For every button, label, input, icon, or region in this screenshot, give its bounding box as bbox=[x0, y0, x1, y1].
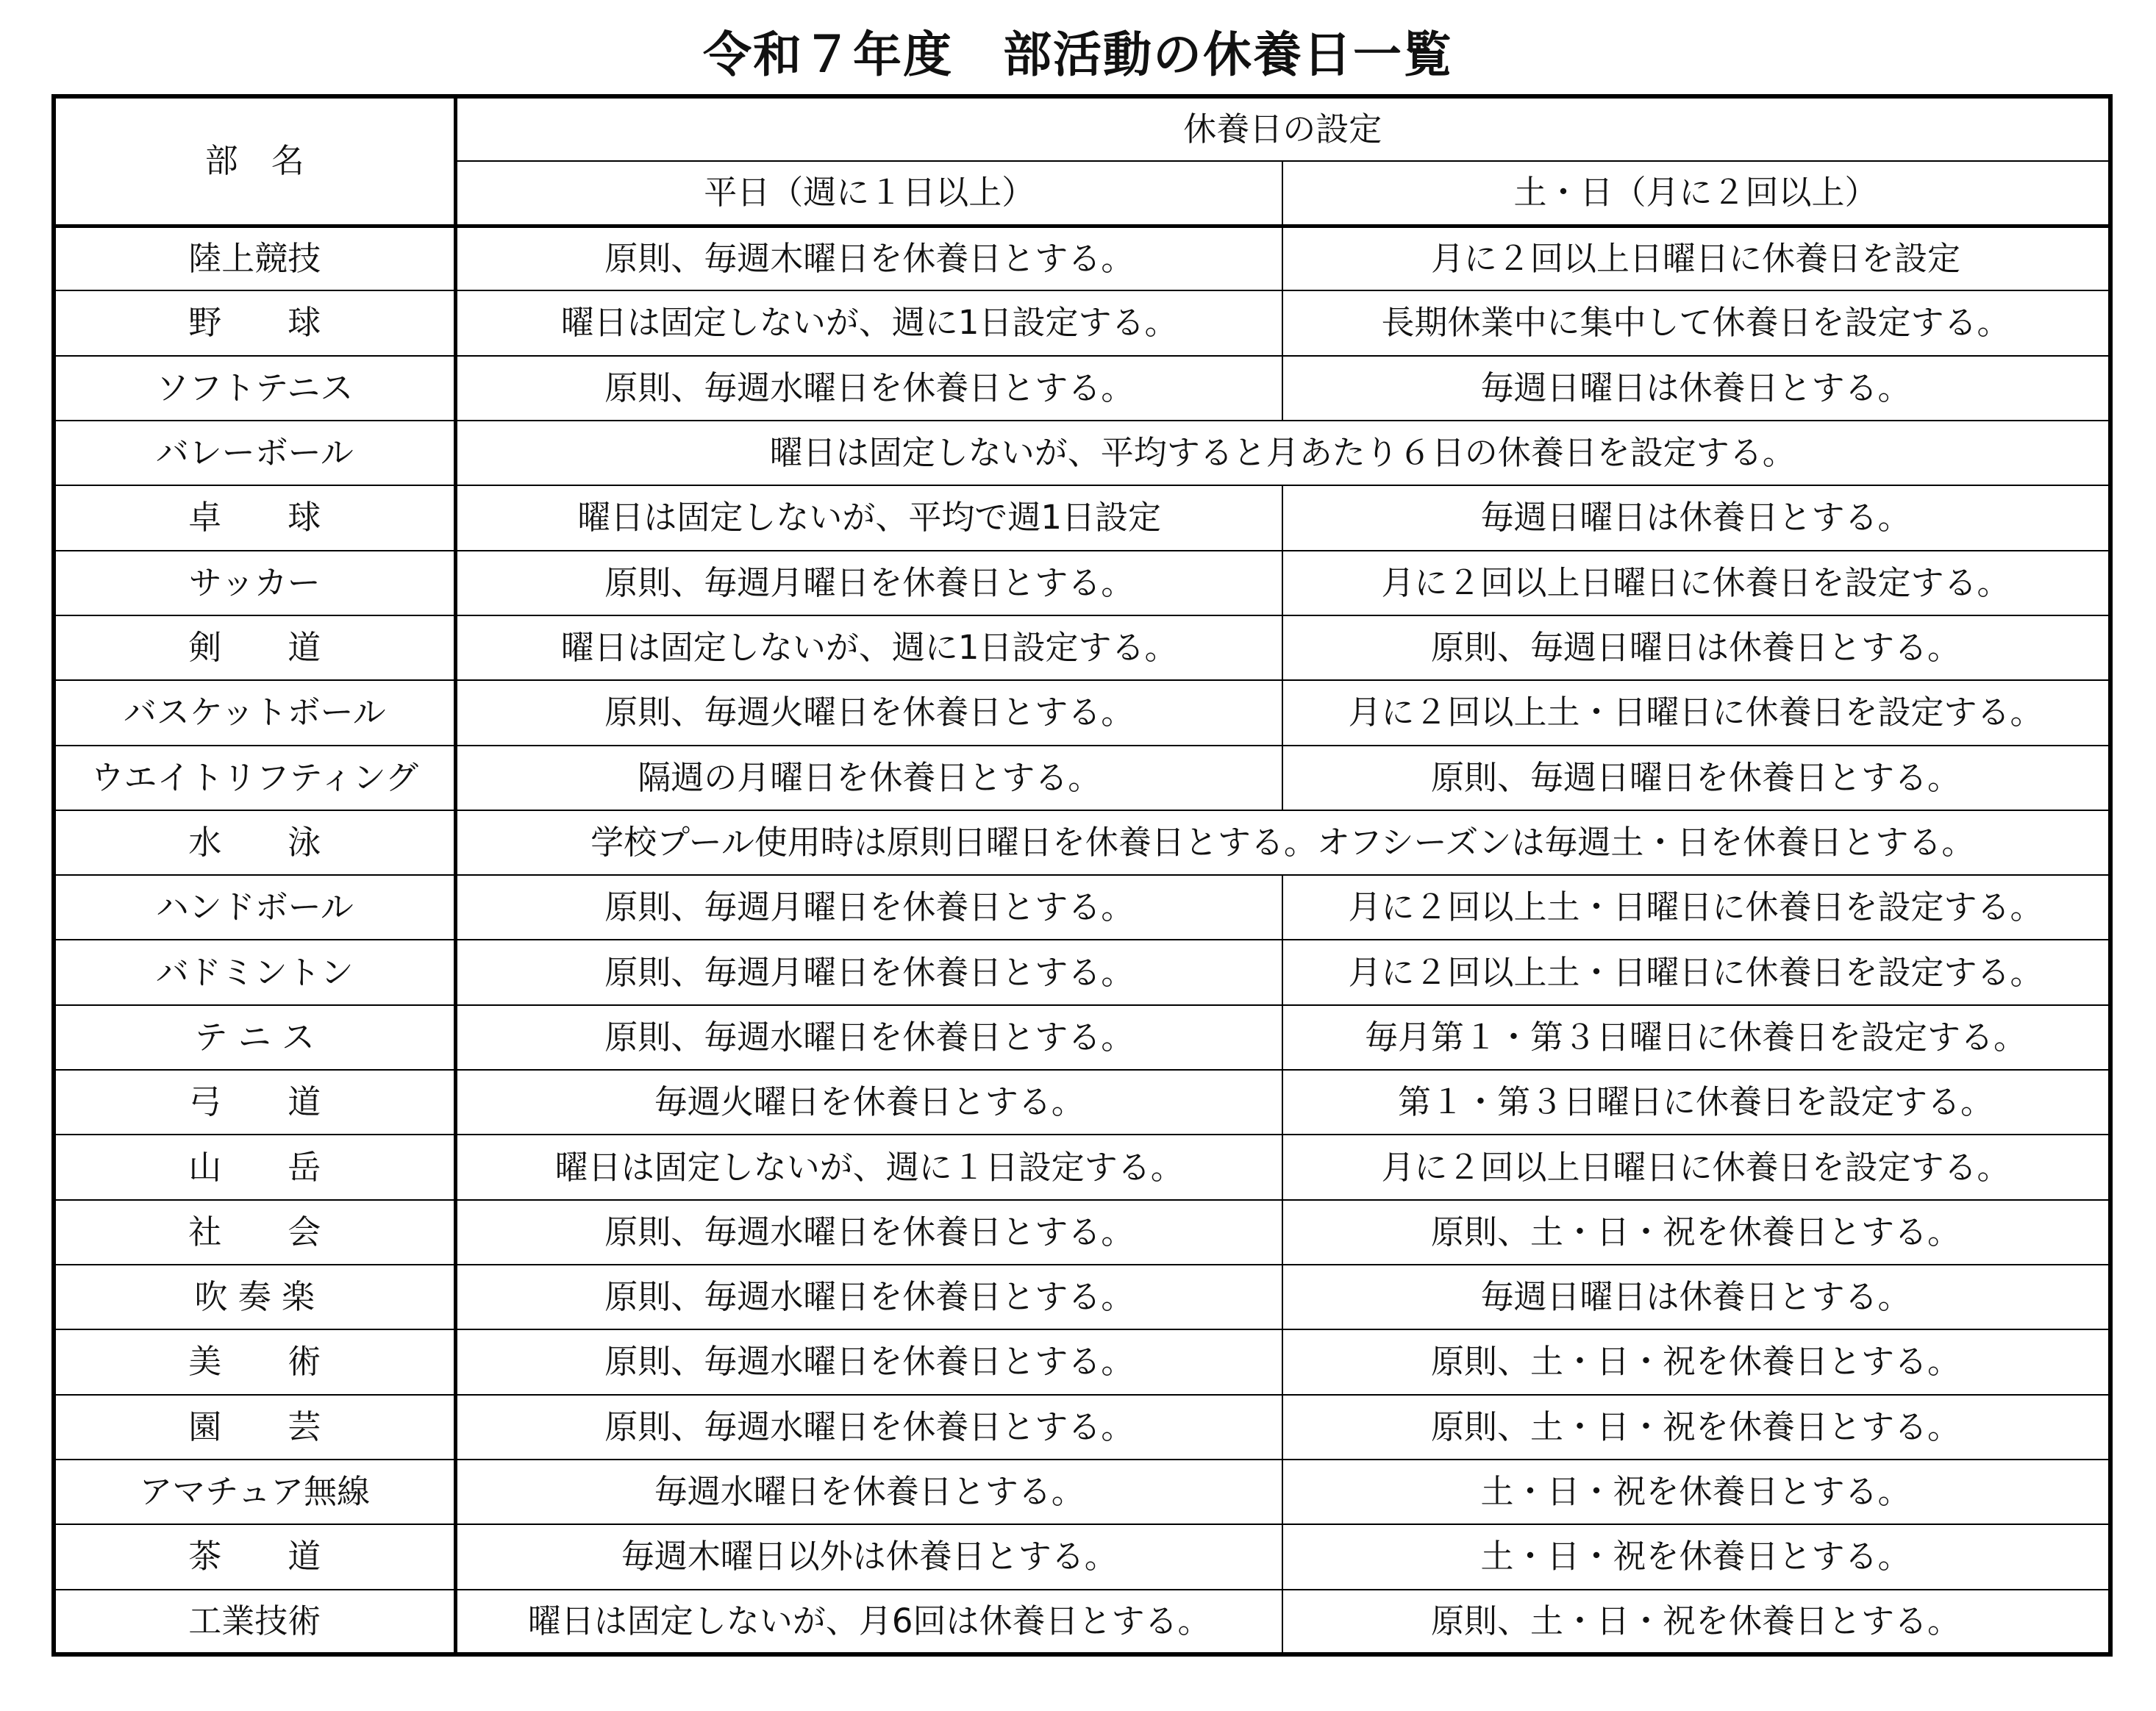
table-row bbox=[54, 746, 2110, 810]
weekend-cell: 月に２回以上土・日曜日に休養日を設定する。 bbox=[1282, 940, 2110, 1004]
table-row bbox=[54, 356, 2110, 421]
table-row bbox=[54, 875, 2110, 940]
club-name-cell: 茶 道 bbox=[54, 1524, 455, 1589]
weekday-header: 平日（週に１日以上） bbox=[455, 161, 1282, 226]
club-name-cell: バレーボール bbox=[54, 421, 455, 485]
table-row bbox=[54, 1590, 2110, 1654]
club-name-cell: バドミントン bbox=[54, 940, 455, 1004]
table-row bbox=[54, 1524, 2110, 1589]
weekend-cell: 原則、毎週日曜日は休養日とする。 bbox=[1282, 615, 2110, 680]
merged-holiday-cell: 学校プール使用時は原則日曜日を休養日とする。オフシーズンは毎週土・日を休養日とする。 bbox=[455, 810, 2110, 875]
club-name-cell: ハンドボール bbox=[54, 875, 455, 940]
weekday-cell: 曜日は固定しないが、平均で週1日設定 bbox=[455, 485, 1282, 550]
club-name-cell: 社 会 bbox=[54, 1200, 455, 1265]
table-row bbox=[54, 551, 2110, 615]
table-row bbox=[54, 226, 2110, 290]
weekend-cell: 第１・第３日曜日に休養日を設定する。 bbox=[1282, 1070, 2110, 1135]
weekend-cell: 長期休業中に集中して休養日を設定する。 bbox=[1282, 290, 2110, 355]
page-title: 令和７年度 部活動の休養日一覧 bbox=[703, 26, 1453, 83]
weekend-cell: 月に２回以上土・日曜日に休養日を設定する。 bbox=[1282, 875, 2110, 940]
table-row bbox=[54, 485, 2110, 550]
weekend-header: 土・日（月に２回以上） bbox=[1282, 161, 2110, 226]
table-row bbox=[54, 1265, 2110, 1329]
club-name-cell: バスケットボール bbox=[54, 680, 455, 745]
weekday-cell: 毎週火曜日を休養日とする。 bbox=[455, 1070, 1282, 1135]
weekend-cell: 土・日・祝を休養日とする。 bbox=[1282, 1524, 2110, 1589]
weekday-cell: 隔週の月曜日を休養日とする。 bbox=[455, 746, 1282, 810]
weekend-cell: 月に２回以上土・日曜日に休養日を設定する。 bbox=[1282, 680, 2110, 745]
club-name-cell: 吹 奏 楽 bbox=[54, 1265, 455, 1329]
weekend-cell: 毎週日曜日は休養日とする。 bbox=[1282, 485, 2110, 550]
weekday-cell: 原則、毎週月曜日を休養日とする。 bbox=[455, 940, 1282, 1004]
weekend-cell: 毎週日曜日は休養日とする。 bbox=[1282, 1265, 2110, 1329]
club-name-cell: 野 球 bbox=[54, 290, 455, 355]
club-name-header: 部 名 bbox=[54, 96, 455, 226]
weekend-cell: 月に２回以上日曜日に休養日を設定する。 bbox=[1282, 551, 2110, 615]
weekday-cell: 原則、毎週水曜日を休養日とする。 bbox=[455, 1005, 1282, 1070]
club-name-cell: テ ニ ス bbox=[54, 1005, 455, 1070]
club-name-cell: 園 芸 bbox=[54, 1395, 455, 1460]
table-row bbox=[54, 1395, 2110, 1460]
weekday-cell: 曜日は固定しないが、月6回は休養日とする。 bbox=[455, 1590, 1282, 1654]
weekday-cell: 毎週水曜日を休養日とする。 bbox=[455, 1460, 1282, 1524]
weekday-cell: 原則、毎週水曜日を休養日とする。 bbox=[455, 1265, 1282, 1329]
table-row bbox=[54, 290, 2110, 355]
weekday-cell: 原則、毎週水曜日を休養日とする。 bbox=[455, 1329, 1282, 1394]
weekend-cell: 月に２回以上日曜日に休養日を設定する。 bbox=[1282, 1135, 2110, 1199]
weekend-cell: 月に２回以上日曜日に休養日を設定 bbox=[1282, 226, 2110, 290]
weekday-cell: 原則、毎週水曜日を休養日とする。 bbox=[455, 1395, 1282, 1460]
weekend-cell: 原則、土・日・祝を休養日とする。 bbox=[1282, 1200, 2110, 1265]
table-row bbox=[54, 1329, 2110, 1394]
club-name-cell: ソフトテニス bbox=[54, 356, 455, 421]
table-body bbox=[54, 226, 2110, 1654]
table-row bbox=[54, 1200, 2110, 1265]
weekday-cell: 原則、毎週水曜日を休養日とする。 bbox=[455, 356, 1282, 421]
weekday-cell: 原則、毎週火曜日を休養日とする。 bbox=[455, 680, 1282, 745]
club-name-cell: 美 術 bbox=[54, 1329, 455, 1394]
weekend-cell: 原則、毎週日曜日を休養日とする。 bbox=[1282, 746, 2110, 810]
club-name-cell: 卓 球 bbox=[54, 485, 455, 550]
club-name-cell: 弓 道 bbox=[54, 1070, 455, 1135]
holiday-table bbox=[51, 94, 2113, 1657]
club-name-cell: サッカー bbox=[54, 551, 455, 615]
weekend-cell: 毎月第１・第３日曜日に休養日を設定する。 bbox=[1282, 1005, 2110, 1070]
table-row bbox=[54, 680, 2110, 745]
table-row bbox=[54, 1460, 2110, 1524]
table-row bbox=[54, 421, 2110, 485]
club-name-cell: 水 泳 bbox=[54, 810, 455, 875]
club-name-cell: 剣 道 bbox=[54, 615, 455, 680]
table-row bbox=[54, 940, 2110, 1004]
weekend-cell: 土・日・祝を休養日とする。 bbox=[1282, 1460, 2110, 1524]
club-name-cell: ウエイトリフティング bbox=[54, 746, 455, 810]
weekend-cell: 原則、土・日・祝を休養日とする。 bbox=[1282, 1590, 2110, 1654]
weekday-cell: 原則、毎週木曜日を休養日とする。 bbox=[455, 226, 1282, 290]
weekday-cell: 曜日は固定しないが、週に1日設定する。 bbox=[455, 290, 1282, 355]
weekday-cell: 原則、毎週水曜日を休養日とする。 bbox=[455, 1200, 1282, 1265]
table-row bbox=[54, 1070, 2110, 1135]
weekday-cell: 曜日は固定しないが、週に1日設定する。 bbox=[455, 615, 1282, 680]
weekend-cell: 原則、土・日・祝を休養日とする。 bbox=[1282, 1395, 2110, 1460]
club-name-cell: 工業技術 bbox=[54, 1590, 455, 1654]
table-row bbox=[54, 810, 2110, 875]
table-row bbox=[54, 1135, 2110, 1199]
club-name-cell: 山 岳 bbox=[54, 1135, 455, 1199]
weekday-cell: 原則、毎週月曜日を休養日とする。 bbox=[455, 875, 1282, 940]
holiday-settings-header: 休養日の設定 bbox=[455, 96, 2110, 161]
weekday-cell: 曜日は固定しないが、週に１日設定する。 bbox=[455, 1135, 1282, 1199]
weekday-cell: 毎週木曜日以外は休養日とする。 bbox=[455, 1524, 1282, 1589]
club-name-cell: アマチュア無線 bbox=[54, 1460, 455, 1524]
table-row bbox=[54, 1005, 2110, 1070]
weekend-cell: 毎週日曜日は休養日とする。 bbox=[1282, 356, 2110, 421]
merged-holiday-cell: 曜日は固定しないが、平均すると月あたり６日の休養日を設定する。 bbox=[455, 421, 2110, 485]
weekend-cell: 原則、土・日・祝を休養日とする。 bbox=[1282, 1329, 2110, 1394]
weekday-cell: 原則、毎週月曜日を休養日とする。 bbox=[455, 551, 1282, 615]
table-row bbox=[54, 615, 2110, 680]
header-row-1 bbox=[54, 96, 2110, 161]
club-name-cell: 陸上競技 bbox=[54, 226, 455, 290]
